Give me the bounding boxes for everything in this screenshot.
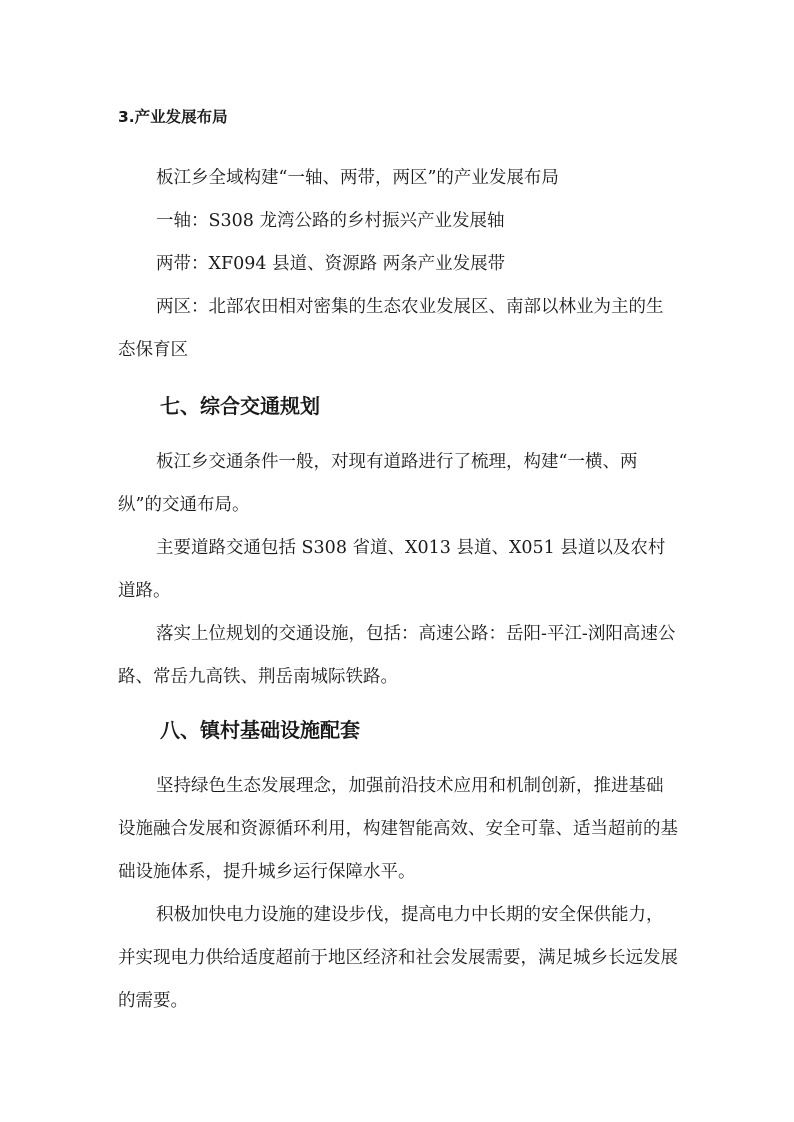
paragraph-text: 落实上位规划的交通设施，包括：高速公路：岳阳-平江-浏阳高速公路、常岳九高铁、荆岳南城际铁路。 (118, 624, 676, 687)
paragraph (118, 894, 678, 1023)
paragraph-text: 积极加快电力设施的建设步伐，提高电力中长期的安全保供能力，并实现电力供给适度超前于地区经济和社会发展需要，满足城乡长远发展的需要。 (118, 905, 678, 1011)
paragraph (118, 286, 678, 372)
paragraph-text: 主要道路交通包括 S308 省道、X013 县道、X051 县道以及农村道路。 (118, 538, 666, 601)
paragraph (118, 200, 678, 243)
paragraph (118, 441, 678, 527)
paragraph-text: 板江乡交通条件一般，对现有道路进行了梳理，构建“一横、两纵”的交通布局。 (118, 452, 638, 515)
paragraph-text: 坚持绿色生态发展理念，加强前沿技术应用和机制创新，推进基础设施融合发展和资源循环利用，构建智能高效、安全可靠、适当超前的基础设施体系，提升城乡运行保障水平。 (118, 776, 678, 882)
paragraph (118, 243, 678, 286)
paragraph-text: 两带：XF094 县道、资源路 两条产业发展带 (156, 254, 506, 274)
section-heading: 八、镇村基础设施配套 (160, 718, 360, 742)
paragraph (118, 613, 678, 699)
paragraph (118, 157, 678, 200)
section-heading: 七、综合交通规划 (160, 394, 320, 418)
paragraph-text: 板江乡全域构建“一轴、两带，两区”的产业发展布局 (156, 168, 559, 188)
paragraph-text: 一轴：S308 龙湾公路的乡村振兴产业发展轴 (156, 211, 505, 231)
subsection-title: 3.产业发展布局 (118, 108, 228, 126)
paragraph (118, 765, 678, 894)
paragraph (118, 527, 678, 613)
paragraph-text: 两区：北部农田相对密集的生态农业发展区、南部以林业为主的生态保育区 (118, 297, 664, 360)
